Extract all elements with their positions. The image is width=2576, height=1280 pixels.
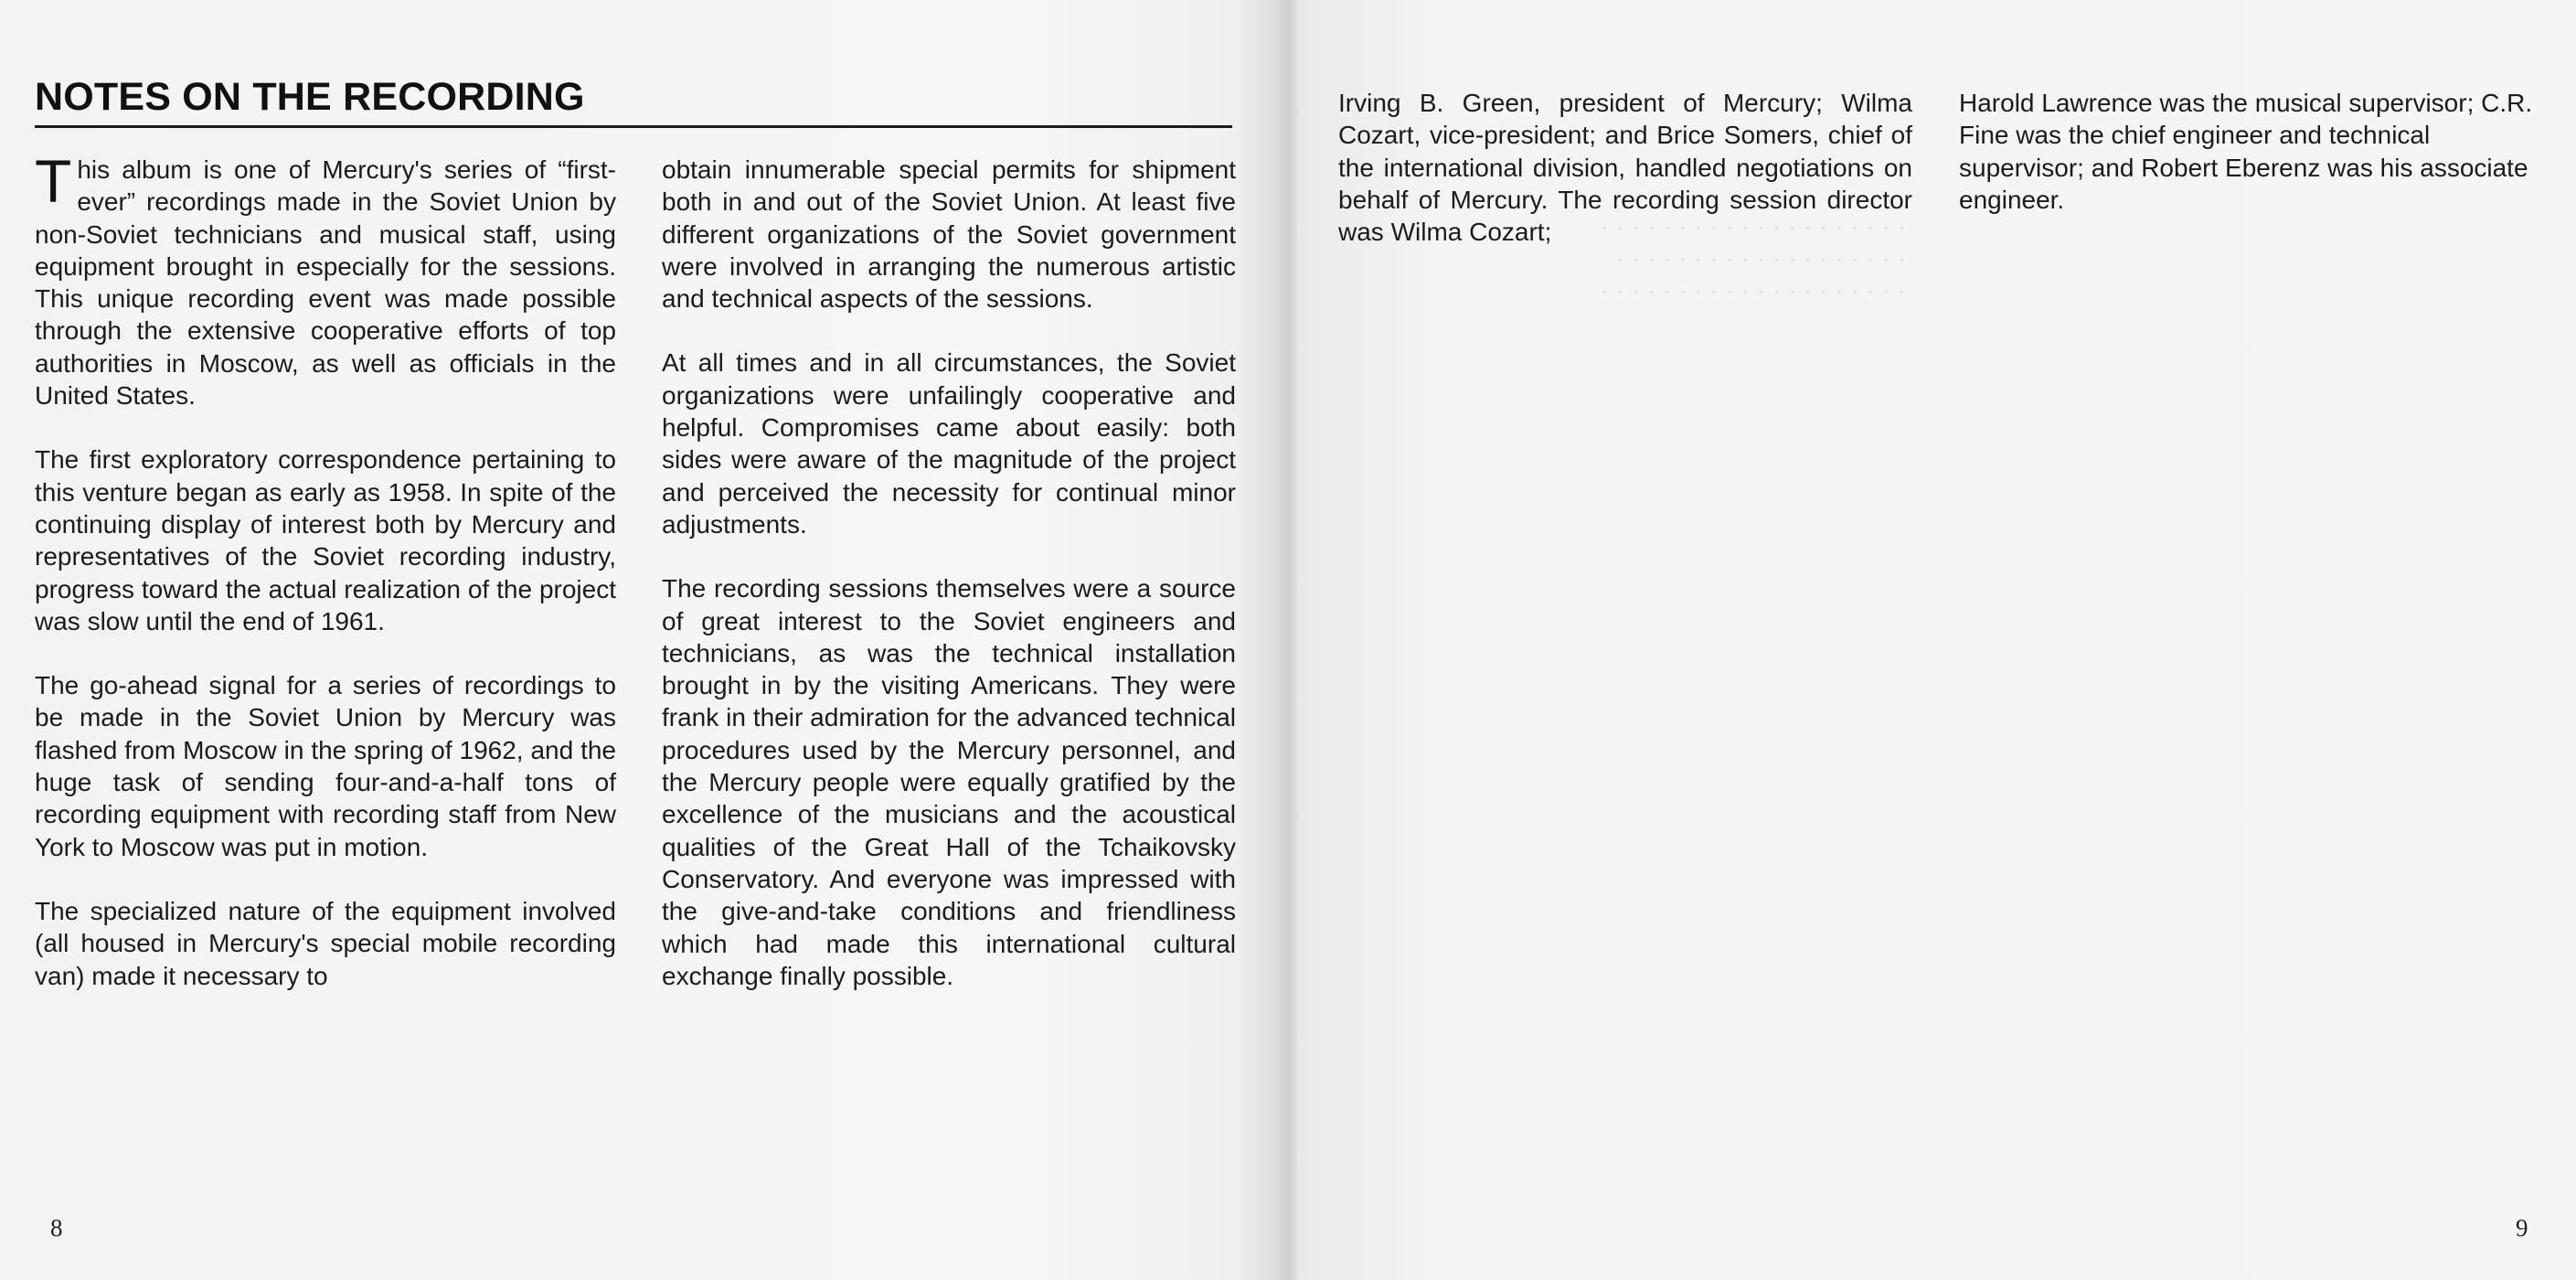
text-column-2: [662, 154, 1236, 992]
paragraph: The go-ahead signal for a series of recordings to be made in the Soviet Union by Mercury was flashed from Moscow in the spring of 1962, and the huge task of sending four-and-a-half tons of recording equipment with recording staff from New York to Moscow was put in motion.: [35, 671, 616, 861]
paragraph: Irving B. Green, president of Mercury; Wilma Cozart, vice-president; and Brice Somers, chief of the international division, handled negotiations on behalf of Mercury. The recording session director was Wilma Cozart;: [1338, 89, 1912, 247]
text-column-1: [35, 147, 616, 992]
page-number-left: 8: [50, 1214, 63, 1242]
paragraph: [35, 147, 616, 411]
paragraph: The first exploratory correspondence pertaining to this venture began as early as 1958. In spite of the continuing display of interest both by Mercury and representatives of the Soviet recording industry, progress toward the actual realization of the project was slow until the end of 1961.: [35, 445, 616, 635]
page-title: NOTES ON THE RECORDING: [35, 75, 585, 119]
text-column-4: [1959, 87, 2537, 216]
page-left: [0, 0, 1280, 1280]
paragraph: At all times and in all circumstances, the Soviet organizations were unfailingly cooperative and helpful. Compromises came about easily: both sides were aware of the magnitude of the project and perceived the necessity for continual minor adjustments.: [662, 348, 1236, 539]
title-divider: [35, 125, 1232, 128]
show-through-texture: · · · · · · · · · · · · · · · · · · · · · · · · · · · · · · · · · · · · · · · · · · · · · · · · · · · · · · · · · · ·: [1600, 212, 1906, 304]
paragraph: obtain innumerable special permits for shipment both in and out of the Soviet Union. At least five different organizations of the Soviet government were involved in arranging the numerous artistic and technical aspects of the sessions.: [662, 155, 1236, 314]
paragraph: The specialized nature of the equipment involved (all housed in Mercury's special mobile recording van) made it necessary to: [35, 896, 616, 990]
paragraph: The recording sessions themselves were a source of great interest to the Soviet engineers and technicians, as was the technical installation brought in by the visiting Americans. They were frank in their admiration for the advanced technical procedures used by the Mercury personnel, and the Mercury people were equally gratified by the excellence of the musicians and the acoustical qualities of the Great Hall of the Tchaikovsky Conservatory. And everyone was impressed with the give-and-take conditions and friendliness which had made this international cultural exchange finally possible.: [662, 574, 1236, 990]
drop-cap: T: [35, 147, 72, 215]
paragraph: Harold Lawrence was the musical supervisor; C.R. Fine was the chief engineer and technical supervisor; and Robert Eberenz was his associate engineer.: [1959, 89, 2533, 214]
page-number-right: 9: [2516, 1214, 2528, 1242]
text-column-3: [1338, 87, 1912, 248]
paragraph-text: his album is one of Mercury's series of “first-ever” recordings made in the Soviet Union by non-Soviet technicians and musical staff, using equipment brought in especially for the sessions. This unique recording event was made possible through the extensive cooperative efforts of top authorities in Moscow, as well as officials in the United States.: [35, 155, 616, 411]
